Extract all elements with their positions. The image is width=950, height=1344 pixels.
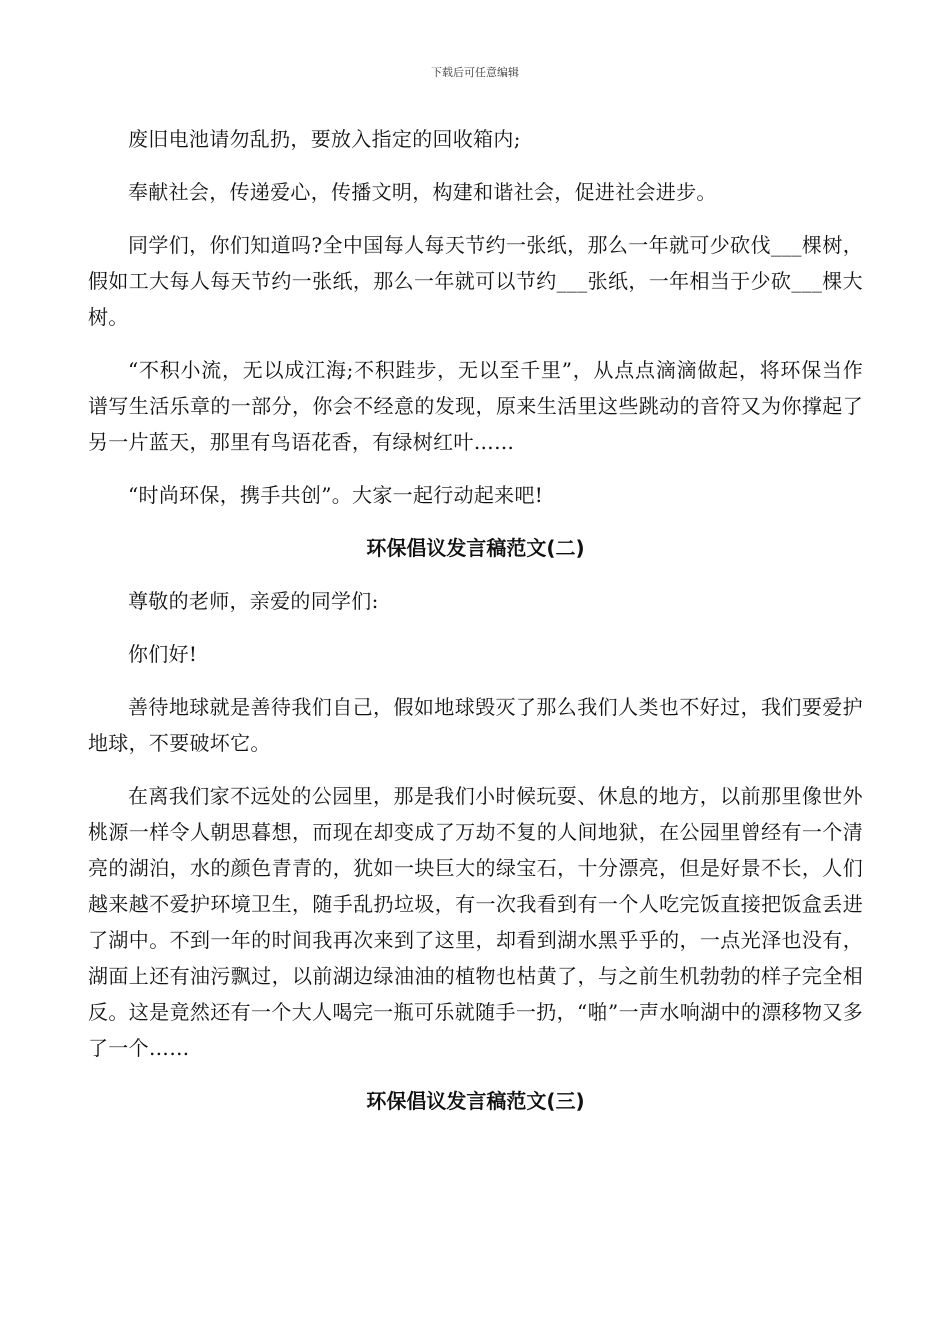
paragraph-park-story: 在离我们家不远处的公园里，那是我们小时候玩耍、休息的地方，以前那里像世外桃源一样令人朝思暮想，而现在却变成了万劫不复的人间地狱，在公园里曾经有一个清亮的湖泊，水的颜色青青的，犹如一块巨大的绿宝石，十分漂亮，但是好景不长，人们越来越不爱护环境卫生，随手乱扔垃圾，有一次我看到有一个人吃完饭直接把饭盒丢进了湖中。不到一年的时间我再次来到了这里，却看到湖水黑乎乎的，一点光泽也没有，湖面上还有油污飘过，以前湖边绿油油的植物也枯黄了，与之前生机勃勃的样子完全相反。这是竟然还有一个大人喝完一瓶可乐就随手一扔，“啪”一声水响湖中的漂移物又多了一个…… — [88, 784, 863, 1060]
document-body — [88, 121, 863, 1136]
section-heading-2: 环保倡议发言稿范文(二) — [366, 536, 585, 560]
paragraph-greeting: 你们好! — [128, 642, 198, 666]
page-header-note: 下载后可任意编辑 — [431, 66, 519, 79]
paragraph-quote: “不积小流，无以成江海;不积跬步，无以至千里”，从点点滴滴做起，将环保当作谱写生活乐章的一部分，你会不经意的发现，原来生活里这些跳动的音符又为你撑起了另一片蓝天，那里有鸟语花香，有绿树红叶…… — [88, 358, 863, 454]
paragraph-earth: 善待地球就是善待我们自己，假如地球毁灭了那么我们人类也不好过，我们要爱护地球，不要破坏它。 — [88, 695, 863, 755]
paragraph-slogan: “时尚环保，携手共创”。大家一起行动起来吧! — [128, 483, 544, 507]
paragraph-salutation: 尊敬的老师，亲爱的同学们: — [128, 589, 379, 613]
section-heading-3: 环保倡议发言稿范文(三) — [366, 1089, 585, 1113]
paragraph-battery: 废旧电池请勿乱扔，要放入指定的回收箱内; — [128, 127, 521, 151]
paragraph-society: 奉献社会，传递爱心，传播文明，构建和谐社会，促进社会进步。 — [128, 180, 717, 204]
paragraph-paper-saving: 同学们，你们知道吗?全中国每人每天节约一张纸，那么一年就可少砍伐___棵树，假如工大每人每天节约一张纸，那么一年就可以节约___张纸，一年相当于少砍___棵大树。 — [88, 233, 863, 329]
